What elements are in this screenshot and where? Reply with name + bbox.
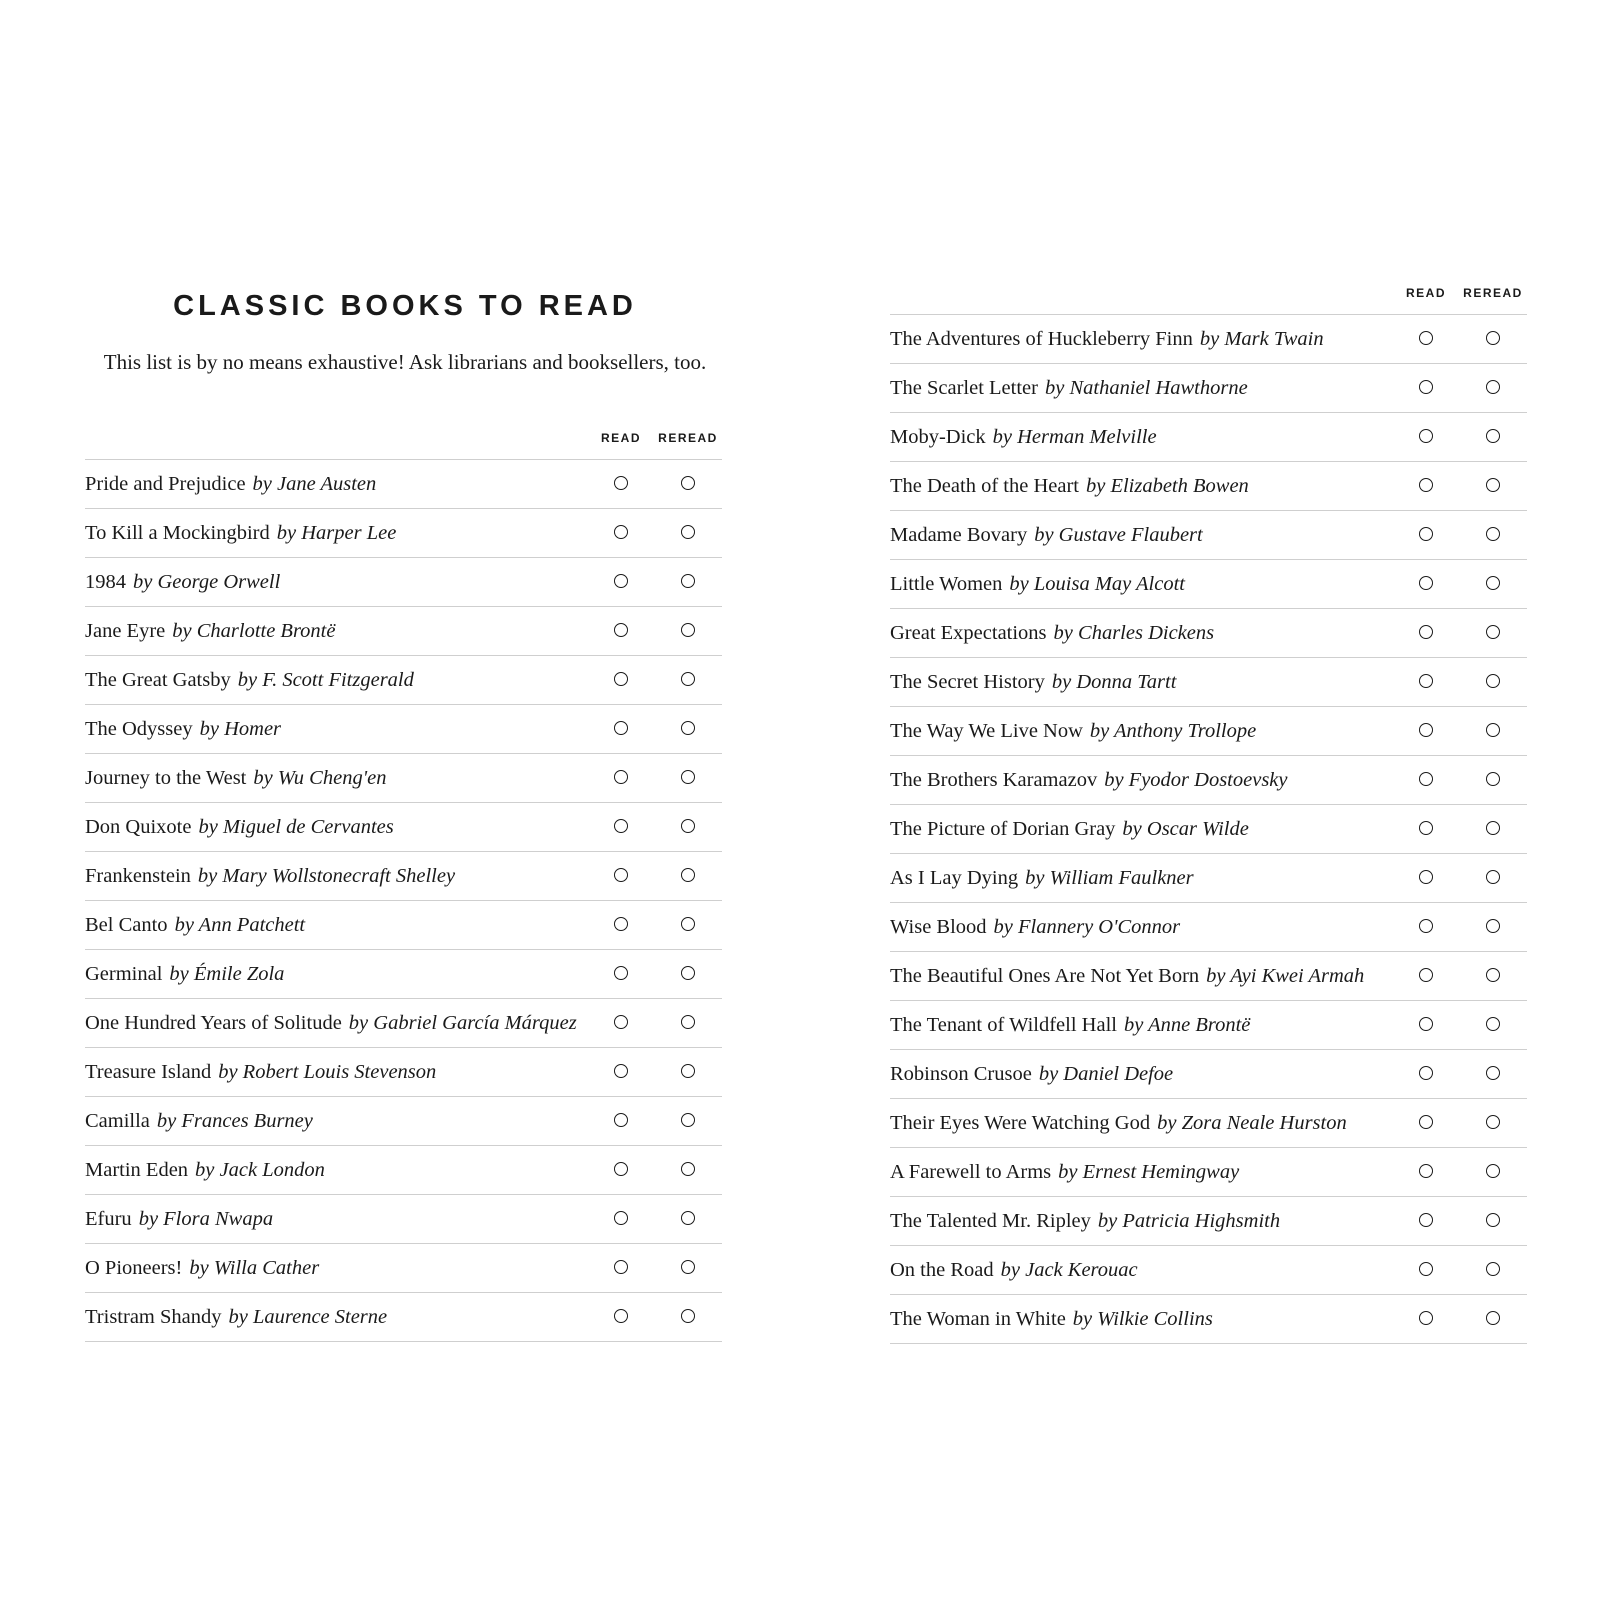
reread-checkbox[interactable] (681, 574, 695, 588)
read-checkbox[interactable] (1419, 968, 1433, 982)
book-row (85, 1048, 722, 1097)
book-entry (890, 560, 1185, 608)
book-row (890, 854, 1527, 903)
book-entry (890, 1050, 1173, 1098)
read-checkbox[interactable] (614, 672, 628, 686)
book-entry (890, 707, 1256, 755)
read-checkbox[interactable] (614, 623, 628, 637)
read-checkbox[interactable] (1419, 772, 1433, 786)
book-title: The Tenant of Wildfell Hall (890, 1014, 1117, 1036)
read-checkbox[interactable] (1419, 1164, 1433, 1178)
book-entry (890, 1246, 1138, 1294)
book-author: by William Faulkner (1025, 867, 1194, 889)
read-checkbox[interactable] (1419, 1066, 1433, 1080)
book-author: by Fyodor Dostoevsky (1104, 769, 1288, 791)
book-row (85, 1244, 722, 1293)
book-entry (85, 460, 376, 508)
page-subtitle: This list is by no means exhaustive! Ask librarians and booksellers, too. (103, 350, 707, 374)
book-entry (890, 903, 1180, 951)
book-entry (890, 854, 1194, 902)
book-list-left (85, 425, 722, 1342)
book-row (85, 656, 722, 705)
book-entry (890, 1148, 1239, 1196)
book-row (85, 1097, 722, 1146)
read-checkbox[interactable] (1419, 1311, 1433, 1325)
book-title: The Woman in White (890, 1308, 1066, 1330)
book-title: As I Lay Dying (890, 867, 1019, 889)
read-checkbox[interactable] (614, 770, 628, 784)
reread-checkbox[interactable] (681, 721, 695, 735)
book-author: by Anne Brontë (1123, 1014, 1251, 1036)
read-checkbox[interactable] (614, 1015, 628, 1029)
book-row (890, 903, 1527, 952)
read-column-label: READ (1405, 286, 1446, 300)
reread-checkbox[interactable] (1486, 625, 1500, 639)
column-header (890, 280, 1527, 315)
read-checkbox[interactable] (1419, 1262, 1433, 1276)
book-author: by Gustave Flaubert (1034, 524, 1203, 546)
reread-column-label: REREAD (658, 431, 718, 445)
book-title: The Talented Mr. Ripley (890, 1210, 1091, 1232)
book-row (85, 509, 722, 558)
reread-checkbox[interactable] (681, 1260, 695, 1274)
book-entry (890, 658, 1176, 706)
read-checkbox[interactable] (614, 917, 628, 931)
book-row (85, 852, 722, 901)
read-checkbox[interactable] (1419, 625, 1433, 639)
book-title: The Brothers Karamazov (890, 769, 1098, 791)
reread-checkbox[interactable] (681, 672, 695, 686)
book-row (890, 707, 1527, 756)
book-author: by Zora Neale Hurston (1157, 1112, 1347, 1134)
book-row (890, 560, 1527, 609)
book-author: by Flora Nwapa (138, 1208, 274, 1230)
book-title: Camilla (85, 1110, 150, 1132)
reread-checkbox[interactable] (1486, 1262, 1500, 1276)
read-checkbox[interactable] (1419, 821, 1433, 835)
book-entry (85, 1195, 273, 1243)
book-entry (85, 1244, 319, 1292)
book-entry (890, 413, 1157, 461)
book-row (890, 805, 1527, 854)
book-author: by Wilkie Collins (1072, 1308, 1213, 1330)
book-author: by Nathaniel Hawthorne (1044, 377, 1248, 399)
read-checkbox[interactable] (1419, 1115, 1433, 1129)
book-title: Their Eyes Were Watching God (890, 1112, 1151, 1134)
read-checkbox[interactable] (1419, 576, 1433, 590)
book-entry (890, 1197, 1280, 1245)
book-row (890, 315, 1527, 364)
reread-checkbox[interactable] (1486, 576, 1500, 590)
reread-checkbox[interactable] (681, 1015, 695, 1029)
book-row (890, 1295, 1527, 1344)
reread-checkbox[interactable] (1486, 1115, 1500, 1129)
read-checkbox[interactable] (1419, 919, 1433, 933)
book-author: by Herman Melville (992, 426, 1157, 448)
book-row (85, 803, 722, 852)
book-entry (890, 609, 1214, 657)
book-author: by Laurence Sterne (228, 1306, 388, 1328)
reread-checkbox[interactable] (681, 1064, 695, 1078)
book-row (890, 1148, 1527, 1197)
book-entry (890, 1295, 1213, 1343)
book-entry (85, 705, 281, 753)
read-checkbox[interactable] (1419, 527, 1433, 541)
reread-checkbox[interactable] (1486, 919, 1500, 933)
read-checkbox[interactable] (614, 819, 628, 833)
read-checkbox[interactable] (614, 1211, 628, 1225)
book-title: Don Quixote (85, 816, 192, 838)
book-entry (85, 901, 305, 949)
book-author: by Willa Cather (189, 1257, 320, 1279)
book-row (85, 950, 722, 999)
book-row (85, 558, 722, 607)
book-title: Germinal (85, 963, 163, 985)
book-row (85, 901, 722, 950)
book-entry (85, 558, 280, 606)
book-title: Martin Eden (85, 1159, 189, 1181)
read-checkbox[interactable] (1419, 674, 1433, 688)
read-checkbox[interactable] (614, 525, 628, 539)
reread-checkbox[interactable] (681, 966, 695, 980)
read-checkbox[interactable] (614, 476, 628, 490)
read-checkbox[interactable] (1419, 429, 1433, 443)
book-row (890, 511, 1527, 560)
book-author: by Jane Austen (252, 473, 377, 495)
book-author: by Flannery O'Connor (993, 916, 1181, 938)
read-checkbox[interactable] (1419, 331, 1433, 345)
reread-checkbox[interactable] (1486, 331, 1500, 345)
reread-checkbox[interactable] (681, 1162, 695, 1176)
book-author: by Jack Kerouac (1000, 1259, 1138, 1281)
book-title: The Beautiful Ones Are Not Yet Born (890, 965, 1200, 987)
book-title: Pride and Prejudice (85, 473, 246, 495)
read-checkbox[interactable] (614, 1064, 628, 1078)
reread-checkbox[interactable] (681, 819, 695, 833)
book-title: The Adventures of Huckleberry Finn (890, 328, 1193, 350)
reread-checkbox[interactable] (1486, 527, 1500, 541)
book-title: The Death of the Heart (890, 475, 1079, 497)
read-column-label: READ (600, 431, 641, 445)
book-title: The Secret History (890, 671, 1045, 693)
book-author: by F. Scott Fitzgerald (237, 669, 414, 691)
reread-checkbox[interactable] (681, 623, 695, 637)
book-author: by Frances Burney (156, 1110, 313, 1132)
reread-checkbox[interactable] (681, 1309, 695, 1323)
book-title: The Odyssey (85, 718, 193, 740)
reread-checkbox[interactable] (1486, 821, 1500, 835)
book-author: by Ann Patchett (174, 914, 306, 936)
book-row (85, 754, 722, 803)
book-entry (890, 805, 1249, 853)
reread-checkbox[interactable] (1486, 478, 1500, 492)
reread-checkbox[interactable] (1486, 429, 1500, 443)
column-header (85, 425, 722, 460)
book-author: by Wu Cheng'en (253, 767, 387, 789)
book-entry (85, 1146, 325, 1194)
book-row (85, 705, 722, 754)
book-title: Frankenstein (85, 865, 191, 887)
book-author: by Louisa May Alcott (1009, 573, 1185, 595)
book-title: Journey to the West (85, 767, 247, 789)
book-row (85, 460, 722, 509)
book-row (890, 1001, 1527, 1050)
book-author: by Daniel Defoe (1038, 1063, 1174, 1085)
book-list-right (890, 280, 1527, 1344)
read-checkbox[interactable] (614, 721, 628, 735)
read-checkbox[interactable] (1419, 1017, 1433, 1031)
book-row (85, 999, 722, 1048)
read-checkbox[interactable] (614, 868, 628, 882)
book-author: by Patricia Highsmith (1097, 1210, 1281, 1232)
read-checkbox[interactable] (614, 966, 628, 980)
read-checkbox[interactable] (1419, 380, 1433, 394)
read-checkbox[interactable] (1419, 478, 1433, 492)
reread-checkbox[interactable] (681, 1113, 695, 1127)
book-author: by Charlotte Brontë (172, 620, 336, 642)
read-checkbox[interactable] (614, 574, 628, 588)
book-title: Great Expectations (890, 622, 1047, 644)
reread-checkbox[interactable] (1486, 1017, 1500, 1031)
book-entry (890, 511, 1203, 559)
book-title: O Pioneers! (85, 1257, 183, 1279)
book-title: Madame Bovary (890, 524, 1028, 546)
book-author: by Robert Louis Stevenson (218, 1061, 437, 1083)
reread-checkbox[interactable] (681, 476, 695, 490)
book-title: One Hundred Years of Solitude (85, 1012, 342, 1034)
book-author: by Charles Dickens (1053, 622, 1215, 644)
book-entry (85, 999, 577, 1047)
book-title: Efuru (85, 1208, 132, 1230)
book-row (890, 364, 1527, 413)
reread-checkbox[interactable] (681, 525, 695, 539)
reread-checkbox[interactable] (1486, 1213, 1500, 1227)
read-checkbox[interactable] (614, 1162, 628, 1176)
book-author: by Miguel de Cervantes (198, 816, 394, 838)
reread-checkbox[interactable] (1486, 1311, 1500, 1325)
book-entry (890, 1099, 1347, 1147)
book-entry (85, 607, 335, 655)
book-row (85, 1146, 722, 1195)
book-row (890, 609, 1527, 658)
book-author: by Donna Tartt (1051, 671, 1177, 693)
book-entry (85, 803, 394, 851)
book-title: Robinson Crusoe (890, 1063, 1032, 1085)
book-title: The Way We Live Now (890, 720, 1083, 742)
read-checkbox[interactable] (614, 1260, 628, 1274)
book-row (890, 1099, 1527, 1148)
book-author: by Jack London (195, 1159, 325, 1181)
book-entry (890, 462, 1249, 510)
book-entry (85, 1097, 313, 1145)
book-entry (85, 852, 455, 900)
book-author: by Gabriel García Márquez (348, 1012, 577, 1034)
book-row (890, 952, 1527, 1001)
book-author: by Oscar Wilde (1122, 818, 1249, 840)
reread-checkbox[interactable] (681, 868, 695, 882)
book-title: On the Road (890, 1259, 994, 1281)
book-entry (85, 656, 414, 704)
book-title: Tristram Shandy (85, 1306, 222, 1328)
read-checkbox[interactable] (1419, 723, 1433, 737)
book-author: by Harper Lee (276, 522, 397, 544)
read-checkbox[interactable] (1419, 1213, 1433, 1227)
book-entry (890, 1001, 1250, 1049)
book-title: To Kill a Mockingbird (85, 522, 270, 544)
reread-checkbox[interactable] (1486, 674, 1500, 688)
reread-checkbox[interactable] (681, 770, 695, 784)
book-row (890, 1246, 1527, 1295)
book-title: Bel Canto (85, 914, 168, 936)
reread-checkbox[interactable] (1486, 380, 1500, 394)
book-entry (85, 509, 396, 557)
book-title: 1984 (85, 571, 126, 593)
book-title: Moby-Dick (890, 426, 986, 448)
book-entry (890, 364, 1248, 412)
book-title: Treasure Island (85, 1061, 212, 1083)
reread-checkbox[interactable] (1486, 1066, 1500, 1080)
book-author: by Mark Twain (1199, 328, 1324, 350)
reread-checkbox[interactable] (1486, 1164, 1500, 1178)
read-checkbox[interactable] (614, 1113, 628, 1127)
reread-checkbox[interactable] (681, 1211, 695, 1225)
reread-checkbox[interactable] (1486, 870, 1500, 884)
reread-checkbox[interactable] (1486, 968, 1500, 982)
reread-checkbox[interactable] (1486, 772, 1500, 786)
book-entry (85, 1048, 436, 1096)
reread-column-label: REREAD (1463, 286, 1523, 300)
book-entry (890, 756, 1288, 804)
read-checkbox[interactable] (1419, 870, 1433, 884)
book-row (890, 462, 1527, 511)
book-title: Little Women (890, 573, 1003, 595)
book-entry (890, 952, 1364, 1000)
book-author: by Homer (199, 718, 282, 740)
book-entry (85, 754, 386, 802)
book-author: by Ayi Kwei Armah (1206, 965, 1365, 987)
book-row (890, 1050, 1527, 1099)
reread-checkbox[interactable] (681, 917, 695, 931)
book-entry (890, 315, 1324, 363)
book-title: Jane Eyre (85, 620, 166, 642)
read-checkbox[interactable] (614, 1309, 628, 1323)
book-title: A Farewell to Arms (890, 1161, 1052, 1183)
book-author: by Émile Zola (169, 963, 285, 985)
book-title: The Great Gatsby (85, 669, 231, 691)
book-row (890, 756, 1527, 805)
book-row (85, 1195, 722, 1244)
book-author: by Ernest Hemingway (1058, 1161, 1240, 1183)
book-author: by George Orwell (133, 571, 281, 593)
book-row (890, 413, 1527, 462)
book-author: by Mary Wollstonecraft Shelley (197, 865, 456, 887)
book-title: Wise Blood (890, 916, 987, 938)
book-row (85, 607, 722, 656)
book-title: The Scarlet Letter (890, 377, 1038, 399)
reread-checkbox[interactable] (1486, 723, 1500, 737)
book-row (85, 1293, 722, 1342)
book-entry (85, 1293, 387, 1341)
book-author: by Anthony Trollope (1089, 720, 1257, 742)
book-row (890, 1197, 1527, 1246)
book-author: by Elizabeth Bowen (1085, 475, 1249, 497)
book-row (890, 658, 1527, 707)
book-entry (85, 950, 284, 998)
page-title: CLASSIC BOOKS TO READ (173, 290, 637, 322)
book-title: The Picture of Dorian Gray (890, 818, 1116, 840)
